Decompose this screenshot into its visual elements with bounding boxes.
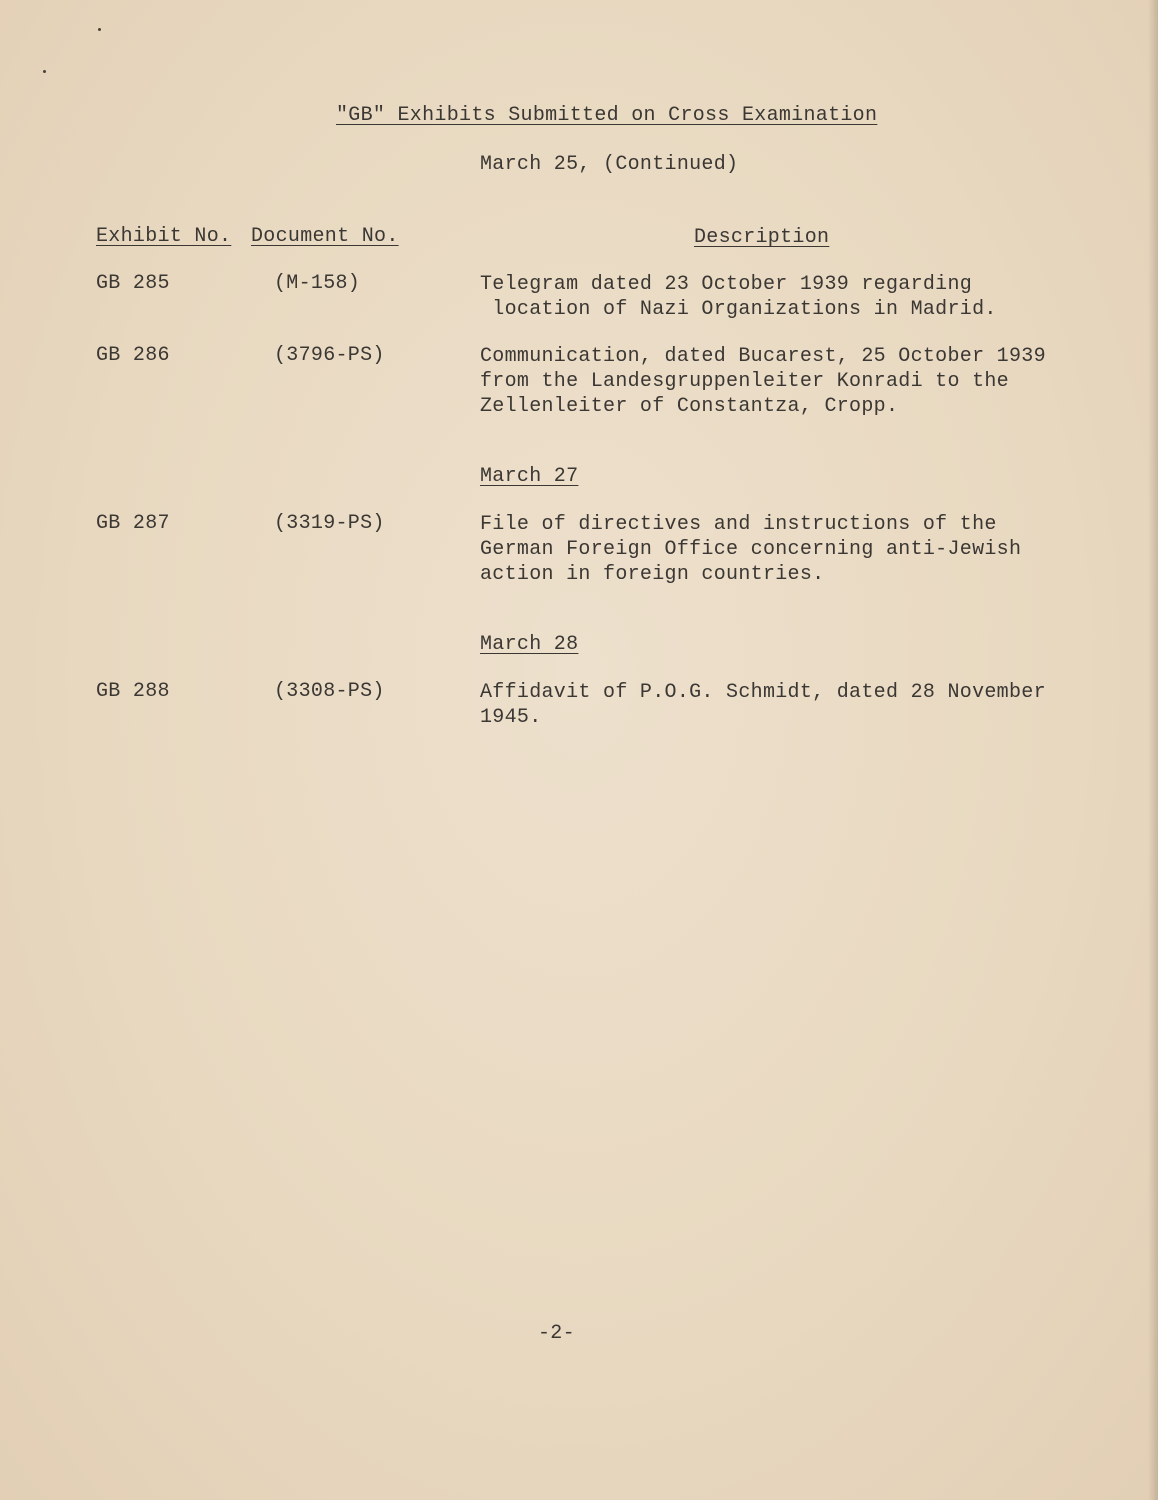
exhibit-number: GB 287 (96, 512, 170, 535)
date-heading: March 28 (480, 633, 579, 656)
document-number: (3796-PS) (274, 344, 385, 367)
description-line: from the Landesgruppenleiter Konradi to the (480, 370, 1009, 393)
column-header-document: Document No. (251, 225, 399, 248)
description-line: Affidavit of P.O.G. Schmidt, dated 28 November (480, 681, 1046, 704)
stray-ink-mark (98, 28, 101, 31)
description-line: location of Nazi Organizations in Madrid. (480, 298, 997, 321)
page-number: -2- (538, 1322, 575, 1345)
description-line: 1945. (480, 706, 542, 729)
document-number: (3319-PS) (274, 512, 385, 535)
column-header-description: Description (694, 226, 830, 249)
description-line: Telegram dated 23 October 1939 regarding (480, 273, 973, 296)
document-number: (M-158) (274, 272, 361, 295)
description-line: Zellenleiter of Constantza, Cropp. (480, 395, 899, 418)
description-line: Communication, dated Bucarest, 25 October 1939 (480, 345, 1046, 368)
stray-ink-mark (43, 70, 46, 73)
page-edge-shadow (1148, 0, 1158, 1500)
document-title: "GB" Exhibits Submitted on Cross Examination (336, 104, 878, 127)
document-number: (3308-PS) (274, 680, 385, 703)
description-line: File of directives and instructions of the (480, 513, 997, 536)
column-header-exhibit: Exhibit No. (96, 225, 232, 248)
document-subtitle: March 25, (Continued) (480, 153, 739, 176)
description-line: German Foreign Office concerning anti-Jewish (480, 538, 1022, 561)
date-heading: March 27 (480, 465, 579, 488)
exhibit-number: GB 285 (96, 272, 170, 295)
description-line: action in foreign countries. (480, 563, 825, 586)
exhibit-number: GB 286 (96, 344, 170, 367)
exhibit-number: GB 288 (96, 680, 170, 703)
